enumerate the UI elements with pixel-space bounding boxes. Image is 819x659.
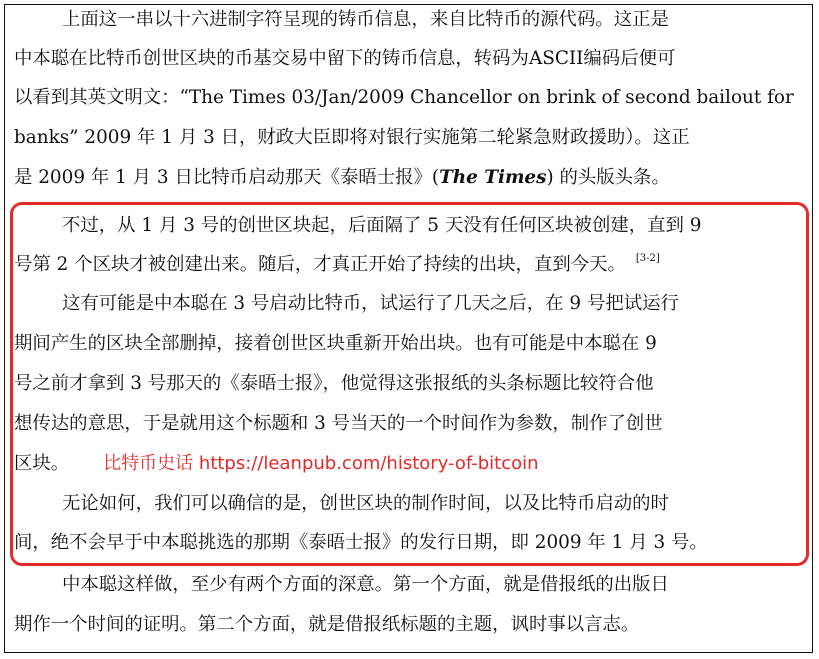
p1-line5-c: ) 的头版头条。 <box>546 167 670 188</box>
p5-line2: 期作一个时间的证明。第二个方面，就是借报纸标题的主题，讽时事以言志。 <box>14 614 640 635</box>
p3-line4: 想传达的意思，于是就用这个标题和 3 号当天的一个时间作为参数，制作了创世 <box>14 413 663 434</box>
p2-line2 <box>14 249 660 281</box>
p4-line2: 间，绝不会早于中本聪挑选的那期《泰晤士报》的发行日期，即 2009 年 1 月 3 号。 <box>14 532 708 553</box>
p3-line5 <box>14 448 539 480</box>
p1-line5 <box>14 162 670 194</box>
p1-line4: banks” 2009 年 1 月 3 日，财政大臣即将对银行实施第二轮紧急财政援助）。这正 <box>14 127 690 148</box>
p3-line2: 期间产生的区块全部删掉，接着创世区块重新开始出块。也有可能是中本聪在 9 <box>14 333 657 354</box>
reference-marker: [3-2] <box>635 253 660 264</box>
p1-line3: 以看到其英文明文：“The Times 03/Jan/2009 Chancellor on brink of second bailout for <box>14 87 794 108</box>
p3-line5-text: 区块。 <box>14 453 70 474</box>
p1-line2: 中本聪在比特币创世区块的币基交易中留下的铸币信息，转码为ASCII编码后便可 <box>14 48 676 69</box>
watermark-link: 比特币史话 https://leanpub.com/history-of-bitcoin <box>103 453 539 474</box>
p5-line1: 中本聪这样做，至少有两个方面的深意。第一个方面，就是借报纸的出版日 <box>62 574 669 595</box>
p4-line1: 无论如何，我们可以确信的是，创世区块的制作时间，以及比特币启动的时 <box>62 493 669 514</box>
p3-line1: 这有可能是中本聪在 3 号启动比特币，试运行了几天之后，在 9 号把试运行 <box>62 293 679 314</box>
p3-line3: 号之前才拿到 3 号那天的《泰晤士报》，他觉得这张报纸的头条标题比较符合他 <box>14 373 654 394</box>
the-times-title: The Times <box>439 167 547 188</box>
p2-line1: 不过，从 1 月 3 号的创世区块起，后面隔了 5 天没有任何区块被创建，直到 9 <box>62 215 702 236</box>
p1-line1: 上面这一串以十六进制字符呈现的铸币信息，来自比特币的源代码。这正是 <box>62 9 669 30</box>
p1-line5-a: 是 2009 年 1 月 3 日比特币启动那天《泰晤士报》( <box>14 167 440 188</box>
p2-line2-text: 号第 2 个区块才被创建出来。随后，才真正开始了持续的出块，直到今天。 <box>14 254 626 275</box>
